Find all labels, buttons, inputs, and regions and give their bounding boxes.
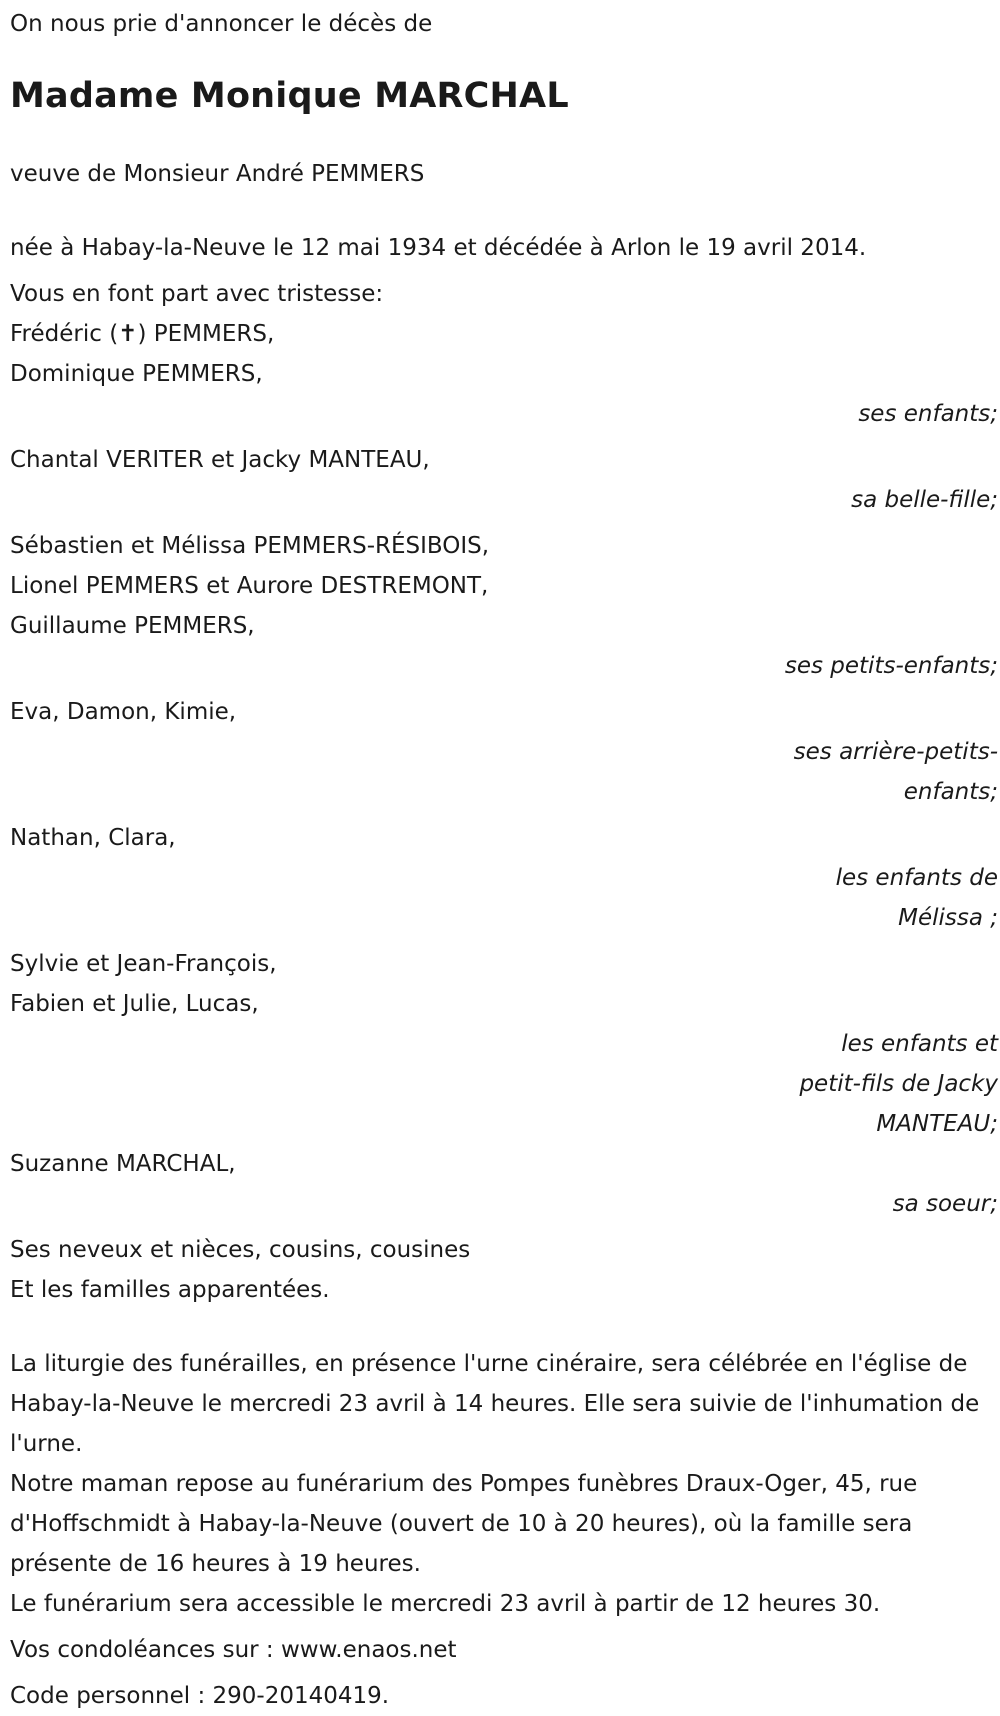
relation-label: petit-fils de Jacky [799,1071,998,1097]
relation-label: Mélissa ; [898,905,998,931]
deceased-name: Madame Monique MARCHAL [10,76,569,116]
family-name-line: Lionel PEMMERS et Aurore DESTREMONT, [10,573,489,599]
family-name-line: Dominique PEMMERS, [10,361,263,387]
family-name-line: Chantal VERITER et Jacky MANTEAU, [10,447,430,473]
spacer [10,1310,990,1344]
funerarium-access-paragraph: Le funérarium sera accessible le mercredi 23 avril à partir de 12 heures 30. [10,1591,881,1617]
spouse-line: veuve de Monsieur André PEMMERS [10,161,425,187]
relation-label: ses arrière-petits- [793,739,998,765]
condolences-line: Vos condoléances sur : www.enaos.net [10,1637,457,1663]
relation-label: ses petits-enfants; [784,653,998,679]
family-name-line: Nathan, Clara, [10,825,176,851]
family-group-melissa-children [10,818,998,938]
family-group-grandchildren [10,526,998,686]
family-name-line: Frédéric (✝) PEMMERS, [10,321,275,347]
extended-family-line: Ses neveux et nièces, cousins, cousines [10,1237,471,1263]
family-name-line: Sébastien et Mélissa PEMMERS-RÉSIBOIS, [10,533,490,559]
family-name-line: Eva, Damon, Kimie, [10,699,237,725]
funerarium-paragraph: Notre maman repose au funérarium des Pompes funèbres Draux-Oger, 45, rue d'Hoffschmidt à Habay-la-Neuve (ouvert de 10 à 20 heures), où la famille sera présente de 16 heures à 19 heures. [10,1471,918,1577]
birth-death-line: née à Habay-la-Neuve le 12 mai 1934 et décédée à Arlon le 19 avril 2014. [10,235,867,261]
family-group-manteau-children [10,944,998,1144]
extended-family-line: Et les familles apparentées. [10,1277,330,1303]
spacer [10,194,990,228]
relation-label: les enfants de [835,865,998,891]
funeral-liturgy-paragraph: La liturgie des funérailles, en présence l'urne cinéraire, sera célébrée en l'église de Habay-la-Neuve le mercredi 23 avril à 14 heures. Elle sera suivie de l'inhumation de l'urne. [10,1351,980,1457]
family-name-line: Guillaume PEMMERS, [10,613,255,639]
relation-label: sa soeur; [892,1191,998,1217]
intro-text: On nous prie d'annoncer le décès de [10,11,433,37]
family-name-line: Sylvie et Jean-François, [10,951,277,977]
extended-family [10,1230,990,1310]
relation-label: ses enfants; [858,401,998,427]
announce-line: Vous en font part avec tristesse: [10,281,384,307]
family-name-line: Suzanne MARCHAL, [10,1151,236,1177]
obituary-document [10,4,998,1716]
relation-label: enfants; [903,779,998,805]
family-group-children [10,314,998,434]
relation-label: sa belle-fille; [851,487,998,513]
personal-code-line: Code personnel : 290-20140419. [10,1683,390,1709]
relation-label: MANTEAU; [876,1111,998,1137]
family-group-sister [10,1144,998,1224]
family-name-line: Fabien et Julie, Lucas, [10,991,259,1017]
family-group-daughter-in-law [10,440,998,520]
relation-label: les enfants et [841,1031,998,1057]
family-group-great-grandchildren [10,692,998,812]
